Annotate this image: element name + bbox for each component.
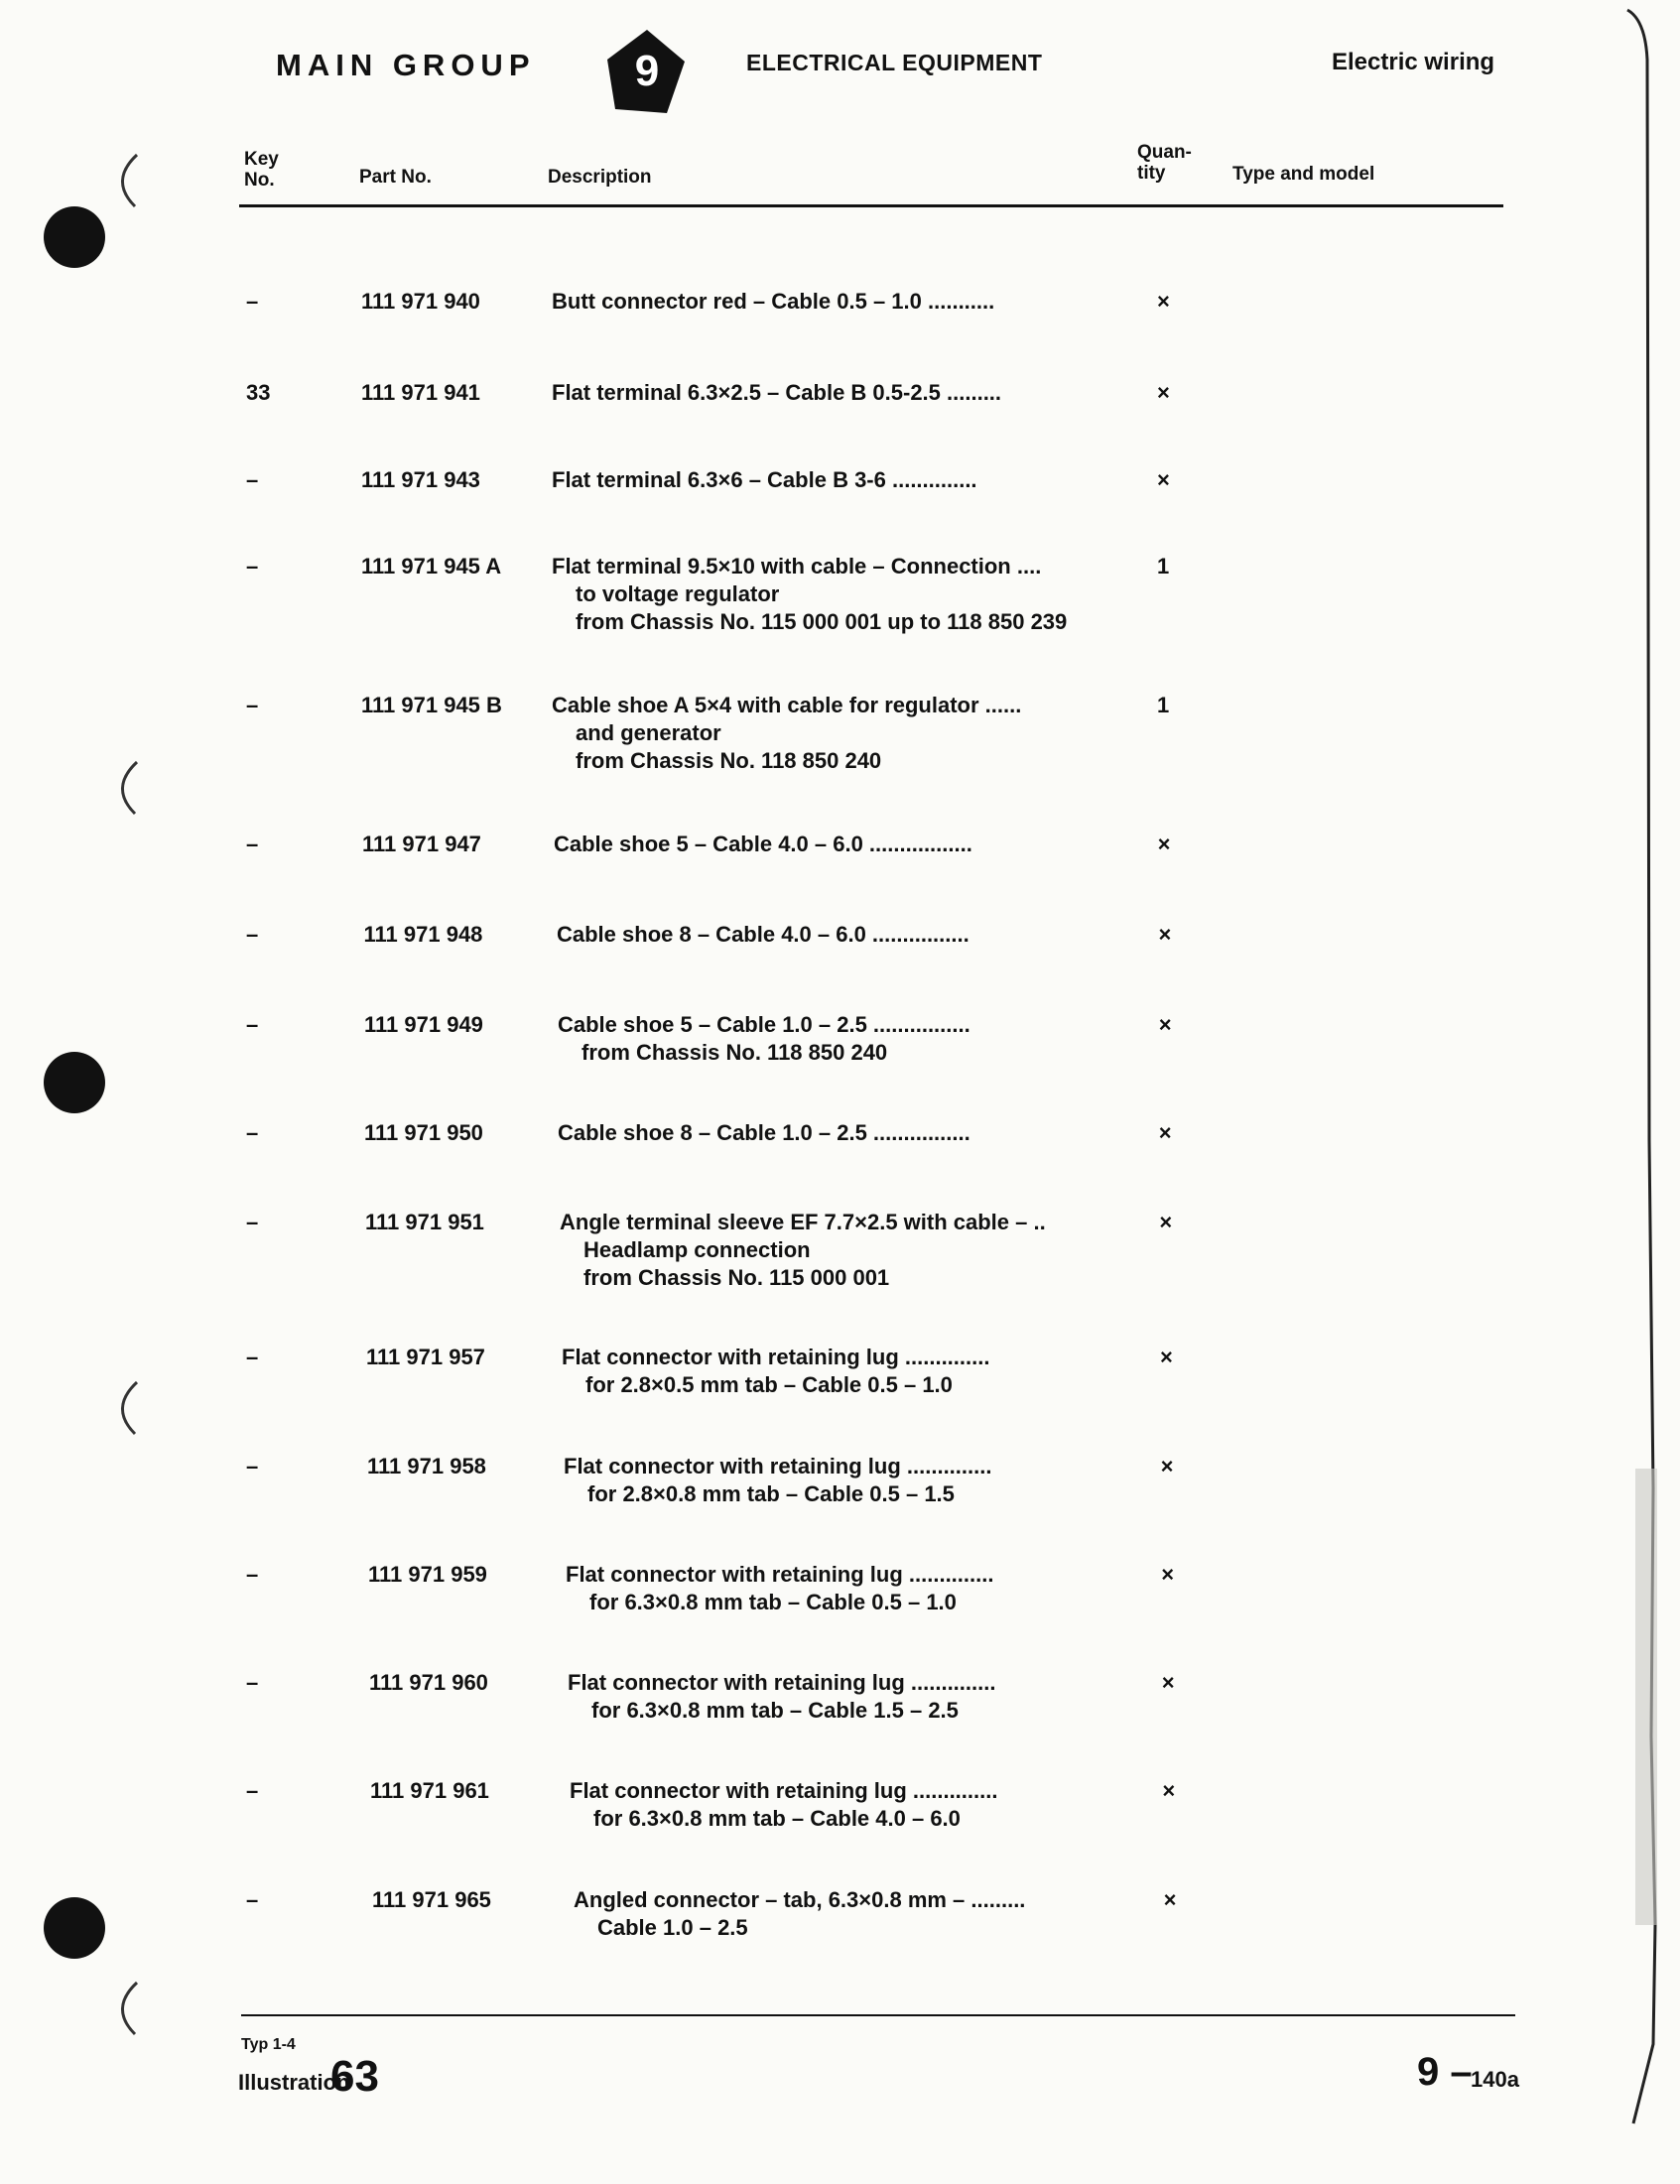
key-no: – [246, 693, 259, 717]
description [558, 1119, 970, 1147]
description-line: Flat connector with retaining lug .............. [570, 1778, 998, 1803]
description-line: Angled connector – tab, 6.3×0.8 mm – ......... [574, 1887, 1026, 1912]
quantity: 1 [1157, 693, 1170, 717]
description [564, 1453, 991, 1508]
main-group-label: MAIN GROUP [276, 48, 536, 82]
part-no: 111 971 943 [361, 467, 480, 492]
part-no: 111 971 961 [370, 1778, 489, 1803]
description-subline: from Chassis No. 115 000 001 up to 118 850 239 [576, 609, 1068, 634]
quantity: × [1162, 1778, 1176, 1803]
key-no: – [246, 1887, 259, 1912]
quantity: × [1158, 1120, 1172, 1145]
header-divider [239, 204, 1503, 207]
description [560, 1209, 1046, 1292]
description-line: Flat connector with retaining lug .............. [566, 1562, 994, 1587]
description-line: Angle terminal sleeve EF 7.7×2.5 with cable – .. [560, 1210, 1046, 1234]
key-no: – [246, 1778, 259, 1803]
type-label: Typ 1-4 [241, 2036, 296, 2053]
description-line: Flat terminal 6.3×2.5 – Cable B 0.5-2.5 ......... [552, 380, 1002, 405]
description-subline: for 2.8×0.5 mm tab – Cable 0.5 – 1.0 [585, 1372, 953, 1397]
binder-mark [105, 147, 145, 216]
key-no: – [246, 832, 259, 856]
description [568, 1669, 995, 1725]
column-header-key-no: Key No. [244, 149, 279, 191]
quantity: × [1157, 289, 1170, 314]
part-no: 111 971 959 [368, 1562, 487, 1587]
part-no: 111 971 957 [366, 1345, 485, 1369]
description-subline: for 6.3×0.8 mm tab – Cable 1.5 – 2.5 [591, 1698, 959, 1723]
key-no: 33 [246, 380, 271, 405]
page-number-suffix: 140a [1471, 2067, 1519, 2092]
group-number-badge [607, 30, 687, 113]
footer-divider [241, 2014, 1515, 2016]
group-number: 9 [634, 47, 660, 95]
quantity: × [1158, 922, 1172, 947]
key-no: – [246, 467, 259, 492]
key-no: – [246, 1012, 259, 1037]
quantity: × [1163, 1887, 1177, 1912]
part-no: 111 971 951 [365, 1210, 484, 1234]
description [570, 1777, 997, 1833]
description [574, 1886, 1025, 1942]
page-edge [1625, 0, 1680, 2184]
description [562, 1344, 989, 1399]
description-line: Cable shoe 5 – Cable 4.0 – 6.0 ................. [554, 832, 972, 856]
key-no: – [246, 1562, 259, 1587]
description [557, 921, 969, 949]
key-no: – [246, 922, 259, 947]
description [552, 288, 994, 316]
quantity: × [1157, 832, 1171, 856]
punch-hole [44, 1052, 105, 1113]
part-no: 111 971 945 A [361, 554, 502, 578]
description [552, 379, 1001, 407]
column-header-type-model: Type and model [1232, 164, 1375, 185]
quantity: × [1158, 1012, 1172, 1037]
description [554, 831, 972, 858]
quantity: 1 [1157, 554, 1170, 578]
key-no: – [246, 1345, 259, 1369]
part-no: 111 971 947 [362, 832, 481, 856]
quantity: × [1157, 467, 1170, 492]
description-line: Flat connector with retaining lug .............. [564, 1454, 992, 1478]
description [552, 553, 1067, 636]
description-subline: and generator [576, 720, 721, 745]
illustration-label: Illustration [238, 2070, 350, 2095]
part-no: 111 971 949 [364, 1012, 483, 1037]
binder-mark [105, 1374, 145, 1444]
description-subline: for 2.8×0.8 mm tab – Cable 0.5 – 1.5 [587, 1481, 955, 1506]
description [558, 1011, 970, 1067]
description-line: Cable shoe A 5×4 with cable for regulator ...... [552, 693, 1022, 717]
quantity: × [1160, 1345, 1173, 1369]
punch-hole [44, 1897, 105, 1959]
column-header-part-no: Part No. [359, 167, 432, 188]
part-no: 111 971 945 B [361, 693, 502, 717]
binder-mark [105, 1975, 145, 2044]
column-header-quantity: Quan- tity [1137, 142, 1192, 184]
part-no: 111 971 941 [361, 380, 480, 405]
part-no: 111 971 948 [363, 922, 483, 947]
description-subline: Headlamp connection [583, 1237, 811, 1262]
description-line: Flat terminal 9.5×10 with cable – Connection .... [552, 554, 1042, 578]
illustration-number: 63 [330, 2052, 379, 2101]
description [552, 692, 1021, 775]
description-subline: from Chassis No. 115 000 001 [583, 1265, 890, 1290]
part-no: 111 971 958 [367, 1454, 486, 1478]
page-number: 9 – [1417, 2050, 1473, 2094]
key-no: – [246, 289, 259, 314]
description-line: Flat connector with retaining lug .............. [568, 1670, 996, 1695]
quantity: × [1157, 380, 1170, 405]
quantity: × [1159, 1210, 1173, 1234]
description-subline: to voltage regulator [576, 581, 780, 606]
section-title: ELECTRICAL EQUIPMENT [746, 50, 1043, 75]
description-line: Cable shoe 8 – Cable 4.0 – 6.0 ................ [557, 922, 969, 947]
description [552, 466, 977, 494]
description-subline: from Chassis No. 118 850 240 [576, 748, 882, 773]
binder-mark [105, 754, 145, 824]
key-no: – [246, 1670, 259, 1695]
description [566, 1561, 993, 1616]
part-no: 111 971 950 [364, 1120, 483, 1145]
column-header-description: Description [548, 167, 652, 188]
description-line: Flat terminal 6.3×6 – Cable B 3-6 .............. [552, 467, 977, 492]
description-subline: Cable 1.0 – 2.5 [597, 1915, 748, 1940]
punch-hole [44, 206, 105, 268]
description-line: Cable shoe 8 – Cable 1.0 – 2.5 ................ [558, 1120, 970, 1145]
description-line: Cable shoe 5 – Cable 1.0 – 2.5 ................ [558, 1012, 970, 1037]
part-no: 111 971 965 [372, 1887, 491, 1912]
key-no: – [246, 1210, 259, 1234]
part-no: 111 971 940 [361, 289, 480, 314]
key-no: – [246, 1454, 259, 1478]
part-no: 111 971 960 [369, 1670, 488, 1695]
quantity: × [1161, 1562, 1175, 1587]
quantity: × [1160, 1454, 1174, 1478]
description-subline: for 6.3×0.8 mm tab – Cable 4.0 – 6.0 [593, 1806, 961, 1831]
quantity: × [1161, 1670, 1175, 1695]
description-line: Butt connector red – Cable 0.5 – 1.0 ........... [552, 289, 995, 314]
subsection-title: Electric wiring [1332, 49, 1495, 75]
description-subline: for 6.3×0.8 mm tab – Cable 0.5 – 1.0 [589, 1590, 957, 1614]
description-subline: from Chassis No. 118 850 240 [582, 1040, 888, 1065]
key-no: – [246, 554, 259, 578]
key-no: – [246, 1120, 259, 1145]
description-line: Flat connector with retaining lug .............. [562, 1345, 990, 1369]
